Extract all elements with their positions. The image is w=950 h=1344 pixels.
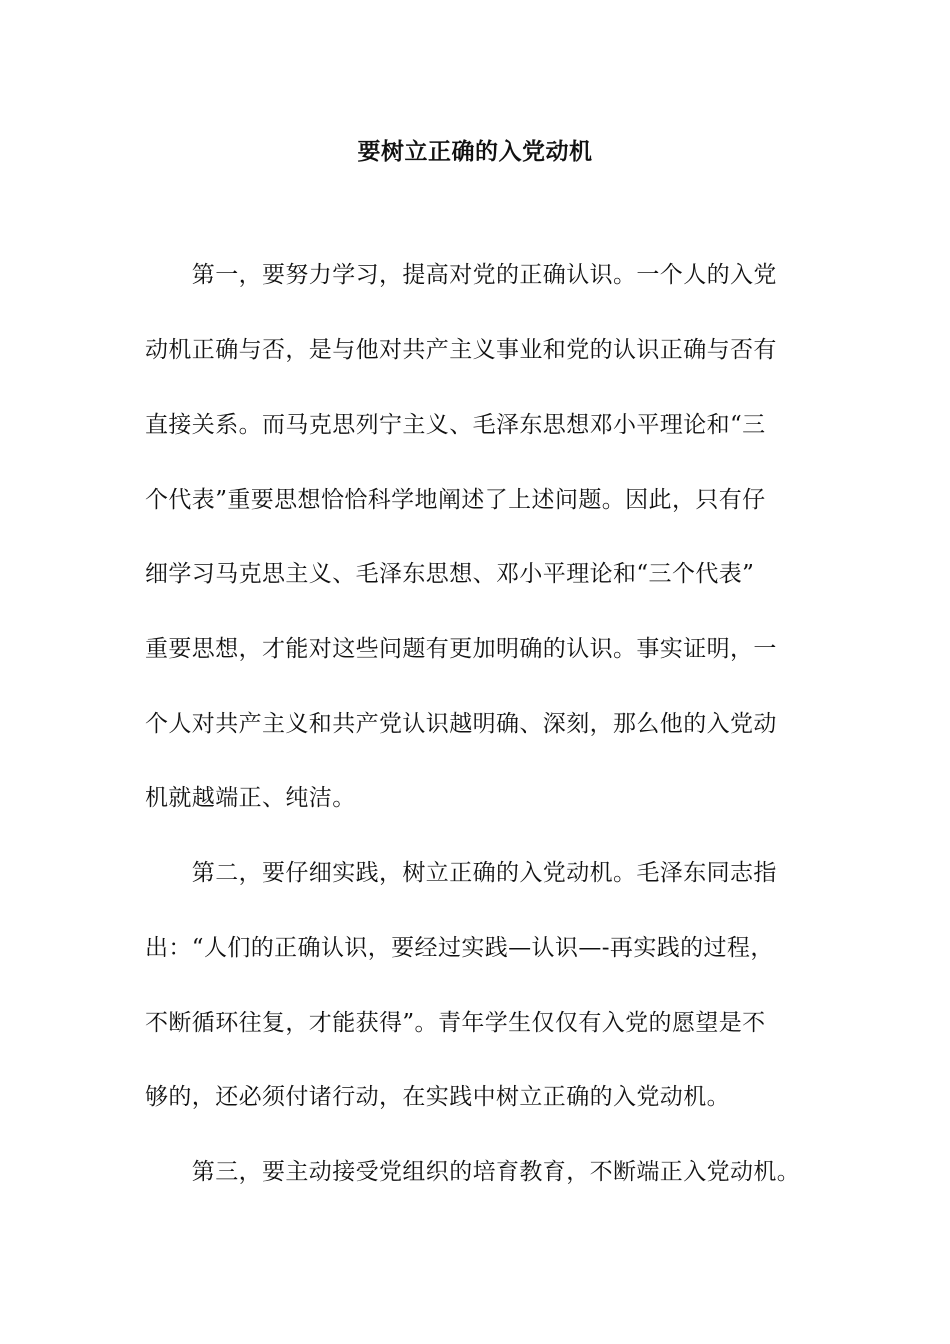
text-line: 个人对共产主义和共产党认识越明确、深刻，那么他的入党动 bbox=[145, 711, 777, 737]
document-title: 要树立正确的入党动机 bbox=[357, 138, 593, 165]
text-line: 重要思想，才能对这些问题有更加明确的认识。事实证明，一 bbox=[145, 636, 777, 662]
text-line: 够的，还必须付诸行动，在实践中树立正确的入党动机。 bbox=[145, 1084, 730, 1110]
text-line: 出：“人们的正确认识，要经过实践—认识—-再实践的过程， bbox=[145, 935, 774, 961]
text-line: 第一，要努力学习，提高对党的正确认识。一个人的入党 bbox=[145, 262, 777, 288]
text-line: 第二，要仔细实践，树立正确的入党动机。毛泽东同志指 bbox=[145, 860, 777, 886]
text-line: 细学习马克思主义、毛泽东思想、邓小平理论和“三个代表” bbox=[145, 561, 755, 587]
text-line: 个代表”重要思想恰恰科学地阐述了上述问题。因此，只有仔 bbox=[145, 487, 766, 513]
text-line: 动机正确与否，是与他对共产主义事业和党的认识正确与否有 bbox=[145, 337, 777, 363]
text-line: 机就越端正、纯洁。 bbox=[145, 785, 356, 811]
text-line: 不断循环往复，才能获得”。青年学生仅仅有入党的愿望是不 bbox=[145, 1010, 766, 1036]
text-line: 第三，要主动接受党组织的培育教育，不断端正入党动机。 bbox=[145, 1159, 801, 1185]
text-line: 直接关系。而马克思列宁主义、毛泽东思想邓小平理论和“三 bbox=[145, 412, 766, 438]
